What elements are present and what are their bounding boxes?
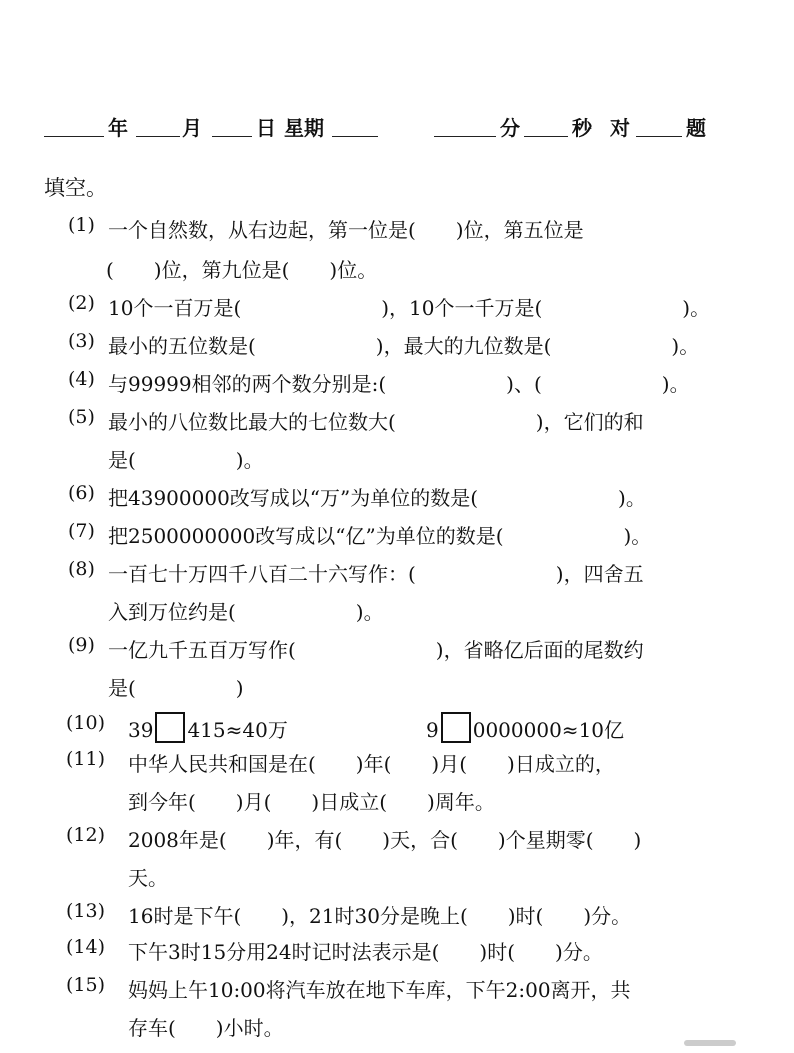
digits-suffix: 0000000≈10亿: [472, 718, 625, 742]
digits-suffix: 415≈40万: [187, 718, 288, 742]
question-text: 一个自然数，从右边起，第一位是( )位，第五位是: [108, 218, 584, 242]
question-text: ( )位，第九位是( )位。: [106, 258, 378, 282]
month-blank[interactable]: [136, 112, 180, 137]
question-number: (12): [66, 824, 106, 846]
question-text: 天。: [128, 866, 168, 890]
section-title: 填空。: [44, 176, 107, 200]
seconds-blank[interactable]: [524, 112, 568, 137]
question-text: 最小的八位数比最大的七位数大( )，它们的和: [108, 410, 644, 434]
question-text: 10个一百万是( )，10个一千万是( )。: [108, 296, 711, 320]
question-number: (15): [66, 974, 106, 996]
question-text: 最小的五位数是( )，最大的九位数是( )。: [108, 334, 700, 358]
question-text: 入到万位约是( )。: [108, 600, 384, 624]
weekday-blank[interactable]: [332, 112, 378, 137]
question-number: (6): [68, 482, 95, 504]
question-number: (3): [68, 330, 95, 352]
correct-count-blank[interactable]: [636, 112, 682, 137]
question-number: (7): [68, 520, 95, 542]
question-text: 16时是下午( )，21时30分是晚上( )时( )分。: [128, 904, 632, 928]
question-text: 一百七十万四千八百二十六写作：( )，四舍五: [108, 562, 644, 586]
question-text: 是( )。: [108, 448, 264, 472]
question-text: 下午3时15分用24时记时法表示是( )时( )分。: [128, 940, 603, 964]
month-label: 月: [182, 116, 202, 140]
digits-prefix: 9: [426, 718, 439, 742]
correct-label: 对: [610, 116, 630, 140]
question-number: (11): [66, 748, 106, 770]
approx-expression-1: [128, 712, 288, 743]
question-number: (4): [68, 368, 95, 390]
question-text: 存车( )小时。: [128, 1016, 284, 1040]
day-blank[interactable]: [212, 112, 252, 137]
question-number: (5): [68, 406, 95, 428]
question-number: (8): [68, 558, 95, 580]
minutes-label: 分: [500, 116, 520, 140]
question-number: (9): [68, 634, 95, 656]
question-number: (2): [68, 292, 95, 314]
question-text: 是( ): [108, 676, 244, 700]
question-number: (1): [68, 214, 95, 236]
seconds-label: 秒: [572, 116, 592, 140]
digits-prefix: 39: [128, 718, 154, 742]
digit-answer-box[interactable]: [441, 712, 471, 743]
weekday-label: 星期: [284, 116, 324, 140]
question-text: 把2500000000改写成以“亿”为单位的数是( )。: [108, 524, 652, 548]
questions-label: 题: [686, 116, 706, 140]
question-number: (14): [66, 936, 106, 958]
question-text: 一亿九千五百万写作( )，省略亿后面的尾数约: [108, 638, 644, 662]
question-text: 到今年( )月( )日成立( )周年。: [128, 790, 495, 814]
question-text: 把43900000改写成以“万”为单位的数是( )。: [108, 486, 646, 510]
year-label: 年: [108, 116, 128, 140]
question-text: 妈妈上午10:00将汽车放在地下车库，下午2:00离开，共: [128, 978, 631, 1002]
date-score-header: [44, 112, 744, 146]
question-text: 中华人民共和国是在( )年( )月( )日成立的，: [128, 752, 615, 776]
year-blank[interactable]: [44, 112, 104, 137]
day-label: 日: [256, 116, 276, 140]
minutes-blank[interactable]: [434, 112, 496, 137]
scan-artifact: [684, 1040, 736, 1046]
question-text: 2008年是( )年，有( )天，合( )个星期零( ): [128, 828, 642, 852]
question-text: 与99999相邻的两个数分别是:( )、( )。: [108, 372, 690, 396]
digit-answer-box[interactable]: [155, 712, 185, 743]
approx-expression-2: [426, 712, 624, 743]
question-number: (13): [66, 900, 106, 922]
question-number: (10): [66, 712, 106, 734]
